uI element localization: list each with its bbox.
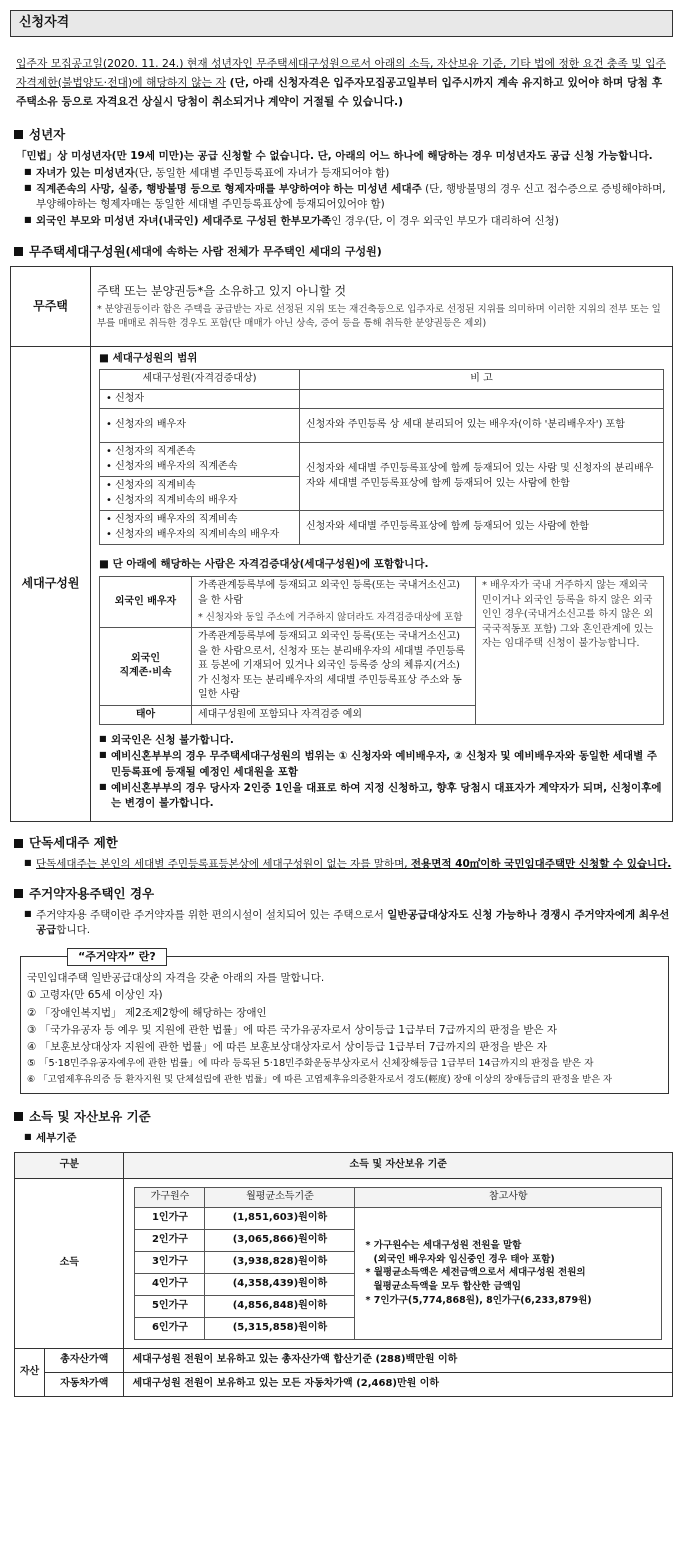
definition-intro: 국민임대주택 일반공급대상의 자격을 갖춘 아래의 자를 말합니다. <box>27 972 325 985</box>
list-item: ■ 주거약자용 주택이란 주거약자를 위한 편의시설이 설치되어 있는 주택으로서 일반공급대상자도 신청 가능하나 경쟁시 주거약자에게 최우선 공급합니다. <box>24 908 673 938</box>
intro-paragraph <box>16 55 669 112</box>
scope-table <box>99 369 664 545</box>
section-adult-heading: 성년자 <box>14 126 673 144</box>
income-inner-table: 가구원수 월평균소득기준 참고사항 1인가구 (1,851,603)원이하 * 가구원수는 세대구성원 전원을 말함 (외국인 배우자와 임신중인 경우 태아 포함) * 월평균소득액은 세전금액으로서 세대구성원 전원의 월평균소득액을 모두 합산한 금액임 * 7인가구(5,774,868원), 8인가구(6,233,879원) 2인가구 (3,065,866)원이하 3인가구 (3,938,828)원이하 4인가구 (4,358,439)원이하 5인가구 (4,856,848)원이하 6인가구 (5,315,858)원이하 <box>134 1187 662 1340</box>
square-bullet-icon <box>14 130 23 139</box>
intro-condition: (단, 아래 신청자격은 입주자모집공고일부터 입주시까지 계속 유지하고 있어야 하며 당첨 후 주택소유 등으로 자격요건 상실시 당첨이 취소되거나 계약이 거절될 수 있습니다.) <box>16 75 663 108</box>
table-row: 4인가구 (4,358,439)원이하 <box>135 1273 662 1295</box>
table-row: 5인가구 (4,856,848)원이하 <box>135 1295 662 1317</box>
definition-item: ③ 「국가유공자 등 예우 및 지원에 관한 법률」에 따른 국가유공자로서 상이등급 1급부터 7급까지의 판정을 받은 자 <box>27 1023 557 1036</box>
list-item: ■ 외국인은 신청 불가합니다. <box>99 733 664 748</box>
list-item: ■ 예비신혼부부의 경우 당사자 2인중 1인을 대표로 하여 지정 신청하고, 향후 당첨시 대표자가 계약자가 되며, 신청이후에는 변경이 불가합니다. <box>99 781 664 811</box>
include-table <box>99 576 664 725</box>
list-item: ■ 직계존속의 사망, 실종, 행방불명 등으로 형제자매를 부양하여야 하는 미성년 세대주 (단, 행방불명의 경우 신고 접수증으로 증빙해야하며, 부양해야하는 형제자매는 동일한 세대별 주민등록표상에 등재되어있어야 함) <box>24 182 673 212</box>
table-row: 외국인 직계존·비속 가족관계등록부에 등재되고 외국인 등록(또는 국내거소신고)을 한 사람으로서, 신청자 또는 분리배우자의 세대별 주민등록표 등본에 기재되어 있거나 외국인 등록증 상의 체류지(거소)가 신청자 또는 분리배우자의 세대별 주민등록표상 주소와 동일한 사람 <box>100 628 664 706</box>
definition-item: ④ 「보훈보상대상자 지원에 관한 법률」에 따른 보훈보상대상자로서 상이등급 1급부터 7급까지의 판정을 받은 자 <box>27 1041 547 1054</box>
table-row: 2인가구 (3,065,866)원이하 <box>135 1229 662 1251</box>
square-bullet-icon <box>14 889 23 898</box>
square-bullet-icon <box>14 839 23 848</box>
table-row: • 신청자 <box>100 389 664 409</box>
definition-tag: “주거약자” 란? <box>67 948 167 966</box>
vulnerable-definition-box <box>20 950 669 1094</box>
list-item: ■ 세부기준 <box>24 1131 673 1146</box>
nohome-note: * 분양권등이라 함은 주택을 공급받는 자로 선정된 지위 또는 재건축등으로 입주자로 선정된 지위를 의미하며 이러한 지위의 전부 또는 일부를 매매로 취득한 경우도 포함(단 매매가 아닌 상속, 증여 등을 통해 취득한 분양권등은 제외) <box>97 303 661 329</box>
scope-col-target: 세대구성원(자격검증대상) <box>100 370 300 390</box>
table-row: • 신청자의 직계존속 • 신청자의 배우자의 직계존속 신청자와 세대별 주민등록표상에 함께 등재되어 있는 사람 및 신청자의 분리배우자와 세대별 주민등록표상에 함께 등재되어 있는 사람에 한함 <box>100 443 664 477</box>
table-row: • 신청자의 배우자 신청자와 주민등록 상 세대 분리되어 있는 배우자(이하 '분리배우자') 포함 <box>100 409 664 443</box>
table-row: 3인가구 (3,938,828)원이하 <box>135 1251 662 1273</box>
list-item: ■ 외국인 부모와 미성년 자녀(내국인) 세대주로 구성된 한부모가족인 경우(단, 이 경우 외국인 부모가 대리하여 신청) <box>24 214 673 229</box>
table-row: 1인가구 (1,851,603)원이하 * 가구원수는 세대구성원 전원을 말함 (외국인 배우자와 임신중인 경우 태아 포함) * 월평균소득액은 세전금액으로서 세대구성원 전원의 월평균소득액을 모두 합산한 금액임 * 7인가구(5,774,868원), 8인가구(6,233,879원) <box>135 1207 662 1229</box>
include-title: ■ 단 아래에 해당하는 사람은 자격검증대상(세대구성원)에 포함합니다. <box>99 558 429 571</box>
table-row: 6인가구 (5,315,858)원이하 <box>135 1317 662 1339</box>
scope-title: ■ 세대구성원의 범위 <box>99 352 198 365</box>
adult-desc: 「민법」상 미성년자(만 19세 미만)는 공급 신청할 수 없습니다. 단, 아래의 어느 하나에 해당하는 경우 미성년자도 공급 신청 가능합니다. <box>16 149 653 162</box>
household-table <box>10 266 673 822</box>
nohome-main: 주택 또는 분양권등*을 소유하고 있지 아니할 것 <box>97 283 347 298</box>
table-row: 자동차가액 세대구성원 전원이 보유하고 있는 모든 자동차가액 (2,468)만원 이하 <box>15 1372 673 1396</box>
section-household-heading: 무주택세대구성원 (세대에 속하는 사람 전체가 무주택인 세대의 구성원) <box>14 243 673 261</box>
intro-text: 입주자 모집공고일(2020. 11. 24.) 현재 성년자인 무주택세대구성원으로서 아래의 소득, 자산보유 기준, 기타 법에 정한 요건 충족 및 입주자격제한(불법양도·전대)에 해당하지 않는 자 <box>16 57 666 89</box>
section-single-heading: 단독세대주 제한 <box>14 834 673 852</box>
definition-item: ⑥ 「고엽제후유의증 등 환자지원 및 단체설립에 관한 법률」에 따른 고엽제후유의증환자로서 경도(輕度) 장애 이상의 장애등급의 판정을 받은 자 <box>27 1074 613 1086</box>
page-title: 신청자격 <box>10 10 673 37</box>
list-item: ■ 자녀가 있는 미성년자(단, 동일한 세대별 주민등록표에 자녀가 등재되어야 함) <box>24 166 673 181</box>
square-bullet-icon <box>14 1112 23 1121</box>
col-criteria: 소득 및 자산보유 기준 <box>124 1153 673 1179</box>
square-bullet-icon <box>14 247 23 256</box>
definition-item: ② 「장애인복지법」 제2조제2항에 해당하는 장애인 <box>27 1006 267 1019</box>
scope-col-note: 비 고 <box>300 370 664 390</box>
single-list <box>24 857 673 872</box>
section-income-heading: 소득 및 자산보유 기준 <box>14 1108 673 1126</box>
table-row: 자산 총자산가액 세대구성원 전원이 보유하고 있는 총자산가액 합산기준 (288)백만원 이하 <box>15 1348 673 1372</box>
household-notes <box>99 733 664 811</box>
table-row: • 신청자의 배우자의 직계비속 • 신청자의 배우자의 직계비속의 배우자 신청자와 세대별 주민등록표상에 함께 등재되어 있는 사람에 한함 <box>100 511 664 545</box>
income-label: 소득 <box>15 1179 124 1349</box>
member-label: 세대구성원 <box>11 347 91 822</box>
document-page <box>10 10 673 1397</box>
definition-item: ① 고령자(만 65세 이상인 자) <box>27 989 163 1002</box>
table-row: • 신청자의 직계비속 • 신청자의 직계비속의 배우자 <box>100 477 664 511</box>
col-group: 구분 <box>15 1153 124 1179</box>
income-table <box>14 1152 673 1397</box>
vulnerable-list <box>24 908 673 938</box>
table-row: 외국인 배우자 가족관계등록부에 등재되고 외국인 등록(또는 국내거소신고)을 한 사람 * 신청자와 동일 주소에 거주하지 않더라도 자격검증대상에 포함 * 배우자가 국내 거주하지 않는 재외국민이거나 외국인 등록을 하지 않은 외국인인 경우(국내거소신고를 하지 않은 외국국적동포 포함) 그와 혼인관계에 있는 자는 임대주택 신청이 불가능합니다. <box>100 577 664 628</box>
list-item: ■ 단독세대주는 본인의 세대별 주민등록표등본상에 세대구성원이 없는 자를 말하며, 전용면적 40㎡이하 국민임대주택만 신청할 수 있습니다. <box>24 857 673 872</box>
definition-item: ⑤ 「5·18민주유공자예우에 관한 법률」에 따라 등록된 5·18민주화운동부상자로서 신체장해등급 1급부터 14급까지의 판정을 받은 자 <box>27 1058 594 1070</box>
income-sub <box>24 1131 673 1146</box>
table-row: 태아 세대구성원에 포함되나 자격검증 예외 <box>100 705 664 725</box>
list-item: ■ 예비신혼부부의 경우 무주택세대구성원의 범위는 ① 신청자와 예비배우자, ② 신청자 및 예비배우자와 동일한 세대별 주민등록표에 등재될 예정인 세대원을 포함 <box>99 749 664 779</box>
section-vulnerable-heading: 주거약자용주택인 경우 <box>14 885 673 903</box>
adult-list <box>24 166 673 229</box>
nohome-label: 무주택 <box>11 267 91 347</box>
asset-label: 자산 <box>15 1348 45 1396</box>
